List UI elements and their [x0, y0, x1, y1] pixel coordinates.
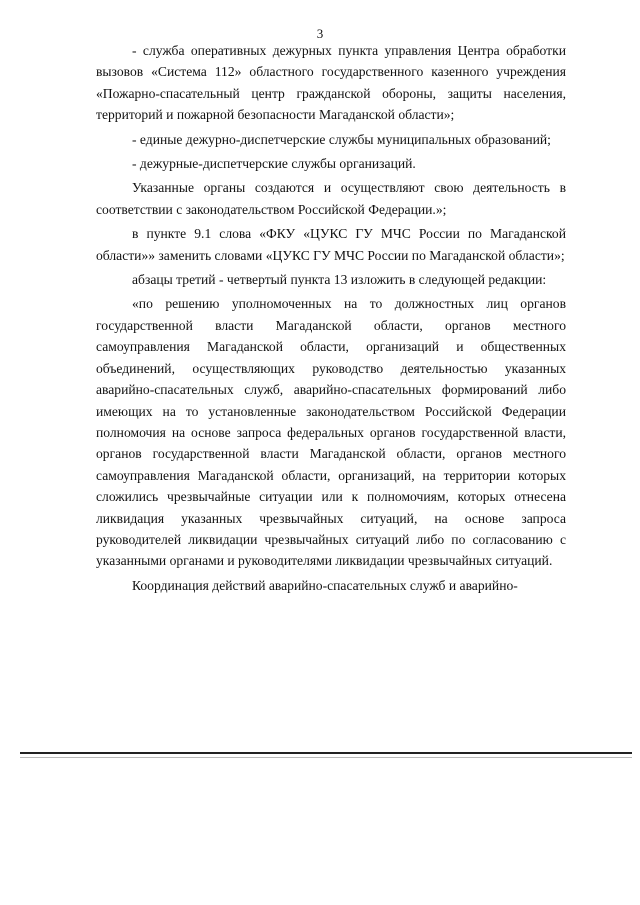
document-body	[96, 40, 566, 596]
paragraph-organization-services: - дежурные-диспетчерские службы организаций.	[132, 156, 416, 172]
paragraph-dispatch-service: - служба оперативных дежурных пункта управления Центра обработки вызовов «Система 112» областного государственного казенного учреждения «Пожарно-спасательный центр гражданской обороны, защиты населения, территорий и пожарной безопасности Магаданской области»;	[96, 43, 566, 123]
paragraph-decision-text: «по решению уполномоченных на то должностных лиц органов государственной власти Магаданской области, органов местного самоуправления Магаданской области, организаций и общественных объединений, осуществляющих руководство деятельностью указанных аварийно-спасательных служб, аварийно-спасательных формирований либо имеющих на то установленные законодательством Российской Федерации полномочия на основе запроса федеральных органов государственной власти, органов государственной власти Магаданской области, органов местного самоуправления Магаданской области, организаций, на территории которых сложились чрезвычайные ситуации или к полномочиям, которых отнесена ликвидация указанных чрезвычайных ситуаций, на основе запроса руководителей ликвидации чрезвычайных ситуаций либо по согласованию с указанными органами и руководителями ликвидации чрезвычайных ситуаций.	[96, 296, 566, 569]
scan-edge-shadow	[20, 757, 632, 758]
scan-edge-line	[20, 752, 632, 754]
paragraph-coordination: Координация действий аварийно-спасательных служб и аварийно-	[132, 577, 518, 593]
paragraph-bodies-created: Указанные органы создаются и осуществляют свою деятельность в соответствии с законодательством Российской Федерации.»;	[96, 180, 566, 217]
paragraph-point-13: абзацы третий - четвертый пункта 13 изложить в следующей редакции:	[132, 272, 547, 288]
paragraph-municipal-services: - единые дежурно-диспетчерские службы муниципальных образований;	[132, 131, 551, 147]
paragraph-point-9-1: в пункте 9.1 слова «ФКУ «ЦУКС ГУ МЧС России по Магаданской области»» заменить словами «ЦУКС ГУ МЧС России по Магаданской области»;	[96, 226, 566, 263]
page-number: 3	[316, 26, 324, 41]
